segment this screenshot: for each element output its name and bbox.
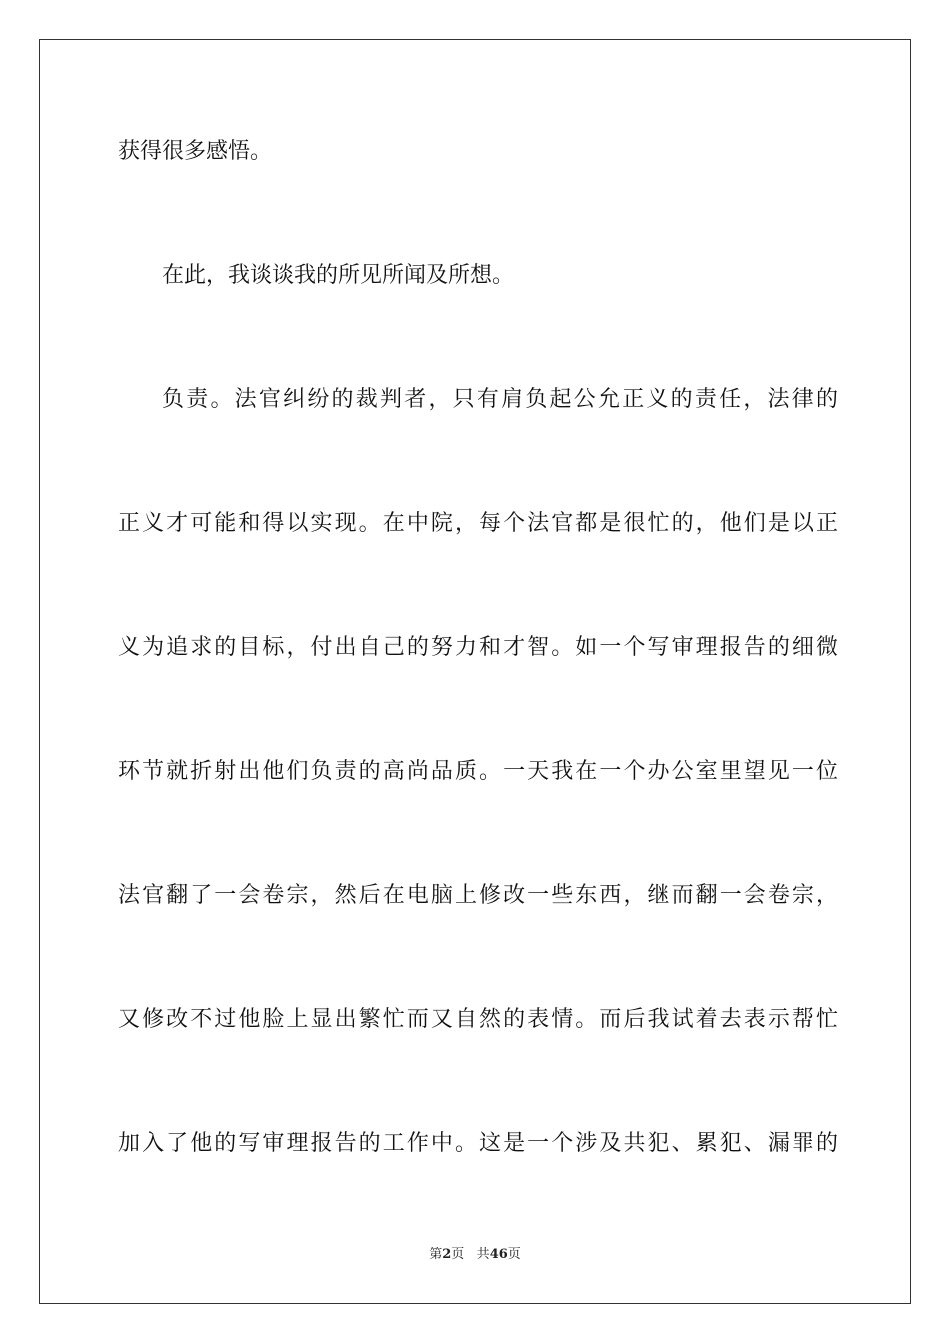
paragraph-line-5: 义为追求的目标，付出自己的努力和才智。如一个写审理报告的细微 — [118, 635, 838, 660]
page-border — [39, 39, 911, 1304]
paragraph-line-7: 法官翻了一会卷宗，然后在电脑上修改一些东西，继而翻一会卷宗， — [118, 883, 838, 908]
paragraph-line-1: 获得很多感悟。 — [118, 139, 273, 164]
page-suffix: 页 — [451, 1247, 465, 1262]
paragraph-line-4: 正义才可能和得以实现。在中院，每个法官都是很忙的，他们是以正 — [118, 511, 838, 536]
page-prefix: 第 — [429, 1247, 443, 1262]
total-prefix: 共 — [476, 1247, 490, 1262]
total-suffix: 页 — [507, 1247, 521, 1262]
paragraph-line-8: 又修改不过他脸上显出繁忙而又自然的表情。而后我试着去表示帮忙 — [118, 1007, 838, 1032]
page-number: 2 — [442, 1247, 452, 1262]
paragraph-line-6: 环节就折射出他们负责的高尚品质。一天我在一个办公室里望见一位 — [118, 759, 838, 784]
paragraph-line-3: 负责。法官纠纷的裁判者，只有肩负起公允正义的责任，法律的 — [162, 387, 838, 412]
page-footer — [0, 1246, 950, 1264]
paragraph-line-9: 加入了他的写审理报告的工作中。这是一个涉及共犯、累犯、漏罪的 — [118, 1131, 838, 1156]
paragraph-line-2: 在此，我谈谈我的所见所闻及所想。 — [162, 263, 515, 288]
total-pages: 46 — [489, 1247, 508, 1262]
